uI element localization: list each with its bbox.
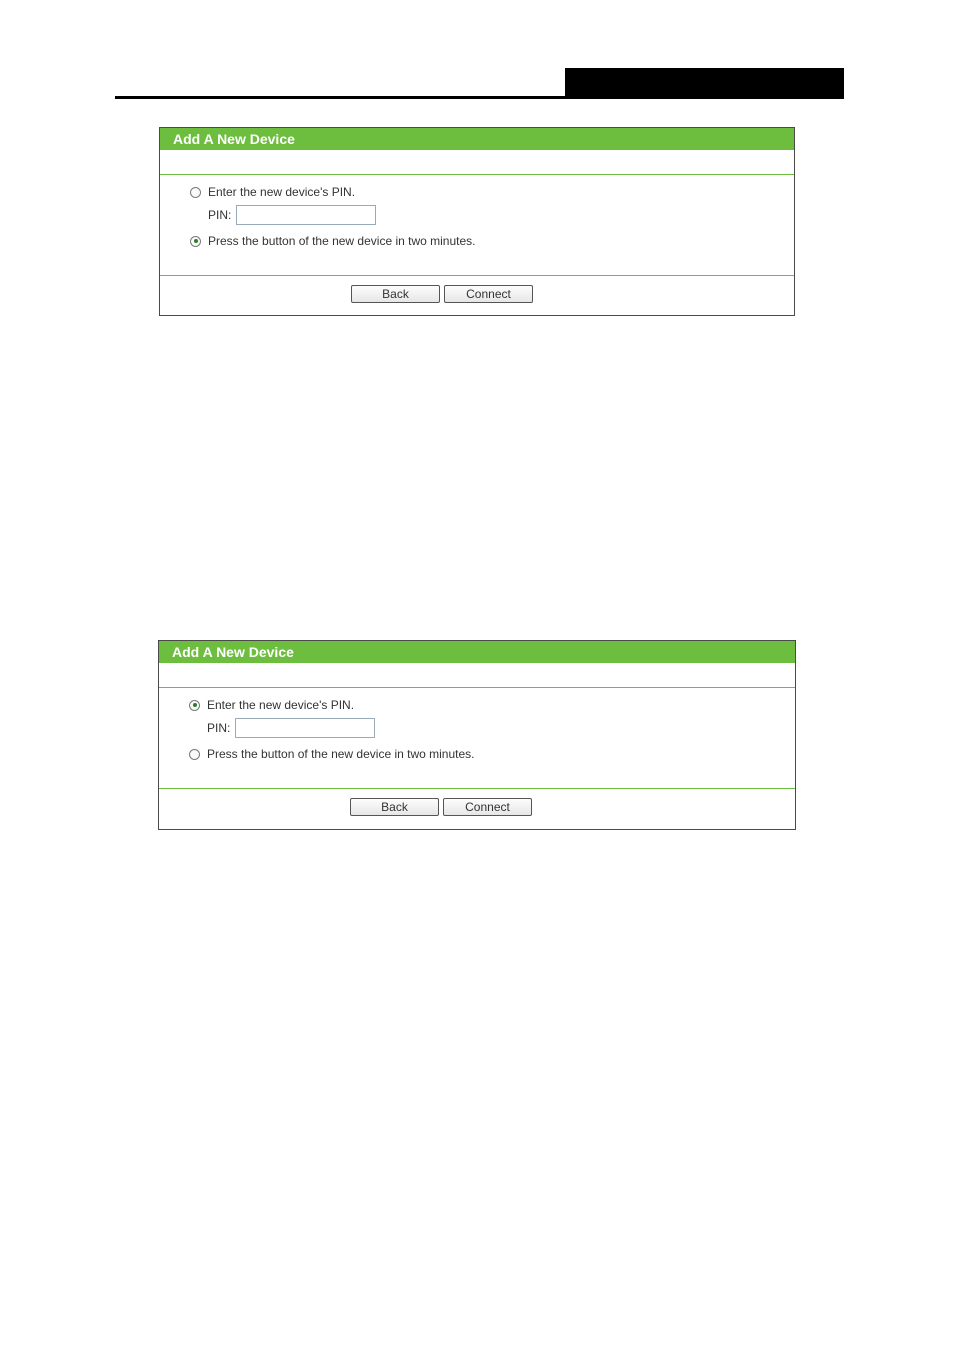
option-button-label: Press the button of the new device in two minutes. [208,234,476,248]
panel-title: Add A New Device [159,641,795,663]
option-button-row[interactable] [190,232,475,250]
pin-input[interactable] [236,205,376,225]
connect-button[interactable]: Connect [443,798,532,816]
pin-input[interactable] [235,718,375,738]
option-pin-row[interactable] [189,696,354,714]
pin-label: PIN: [208,208,232,222]
radio-pin-icon[interactable] [189,700,200,711]
option-pin-label: Enter the new device's PIN. [208,185,356,199]
pin-label: PIN: [207,721,231,735]
option-button-row[interactable] [189,745,474,763]
panel-spacer [159,663,795,688]
header-rule [115,96,565,99]
panel-body [160,175,794,276]
radio-button-icon[interactable] [190,236,201,247]
panel-body [159,688,795,789]
panel-buttons [159,789,795,829]
panel-buttons [160,276,794,316]
header-block [565,68,844,99]
back-button[interactable]: Back [350,798,439,816]
panel-title: Add A New Device [160,128,794,150]
back-button[interactable]: Back [351,285,440,303]
radio-pin-icon[interactable] [190,187,201,198]
option-pin-row[interactable] [190,183,355,201]
connect-button[interactable]: Connect [444,285,533,303]
pin-row [208,206,376,224]
panel-spacer [160,150,794,175]
option-button-label: Press the button of the new device in two minutes. [207,747,475,761]
add-device-panel-1 [159,127,795,316]
pin-row [207,719,375,737]
radio-button-icon[interactable] [189,749,200,760]
add-device-panel-2 [158,640,796,830]
option-pin-label: Enter the new device's PIN. [207,698,355,712]
